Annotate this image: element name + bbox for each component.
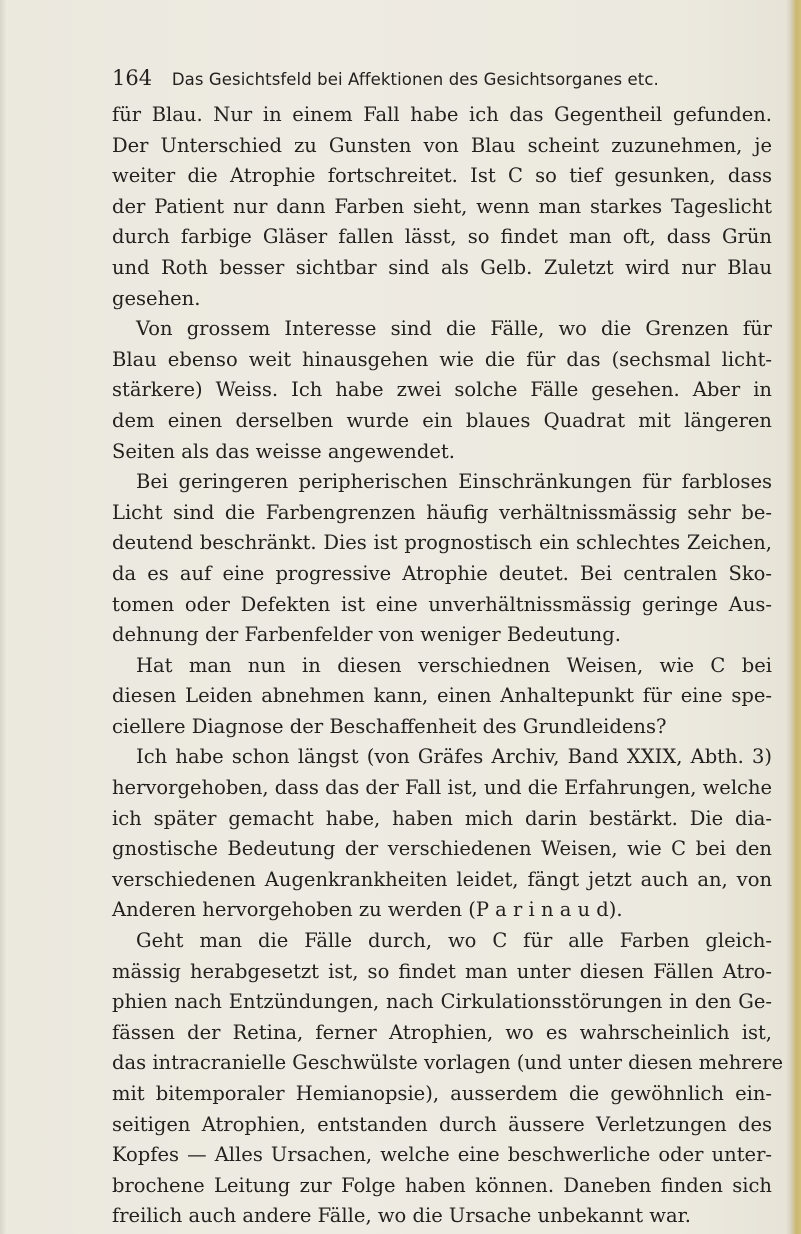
text-line: brochene Leitung zur Folge haben können. Daneben finden sich bbox=[112, 1173, 772, 1197]
text-line: ciellere Diagnose der Beschaffenheit des Grundleidens? bbox=[112, 714, 667, 738]
text-line: stärkere) Weiss. Ich habe zwei solche Fälle gesehen. Aber in bbox=[112, 378, 772, 402]
text-line: Blau ebenso weit hinausgehen wie die für das (sechsmal licht- bbox=[112, 347, 772, 371]
text-line: ich später gemacht habe, haben mich darin bestärkt. Die dia- bbox=[112, 806, 772, 830]
text-line: seitigen Atrophien, entstanden durch äussere Verletzungen des bbox=[112, 1112, 772, 1136]
text-line: und Roth besser sichtbar sind als Gelb. Zuletzt wird nur Blau bbox=[112, 255, 772, 279]
page-edge bbox=[785, 0, 801, 1234]
text-line: dehnung der Farbenfelder von weniger Bedeutung. bbox=[112, 623, 621, 647]
text-line: Hat man nun in diesen verschiednen Weisen, wie C bei bbox=[136, 653, 772, 677]
text-line: gnostische Bedeutung der verschiedenen Weisen, wie C bei den bbox=[112, 837, 772, 861]
text-line: Kopfes — Alles Ursachen, welche eine beschwerliche oder unter- bbox=[112, 1143, 772, 1167]
text-line: phien nach Entzündungen, nach Cirkulationsstörungen in den Ge- bbox=[112, 990, 772, 1014]
running-header bbox=[112, 64, 712, 92]
text-line: deutend beschränkt. Dies ist prognostisch ein schlechtes Zeichen, bbox=[112, 531, 772, 555]
text-line: Der Unterschied zu Gunsten von Blau scheint zuzunehmen, je bbox=[112, 133, 772, 157]
text-line: mässig herabgesetzt ist, so findet man unter diesen Fällen Atro- bbox=[112, 959, 772, 983]
running-title: Das Gesichtsfeld bei Affektionen des Gesichtsorganes etc. bbox=[171, 70, 659, 89]
text-line: tomen oder Defekten ist eine unverhältnissmässig geringe Aus- bbox=[112, 592, 772, 616]
page-number: 164 bbox=[112, 66, 153, 90]
text-line: fässen der Retina, ferner Atrophien, wo es wahrscheinlich ist, bbox=[112, 1020, 772, 1044]
text-line: Ich habe schon längst (von Gräfes Archiv, Band XXIX, Abth. 3) bbox=[136, 745, 772, 769]
text-line: mit bitemporaler Hemianopsie), ausserdem die gewöhnlich ein- bbox=[112, 1082, 772, 1105]
text-line: Bei geringeren peripherischen Einschränkungen für farbloses bbox=[136, 470, 772, 494]
text-line: durch farbige Gläser fallen lässt, so findet man oft, dass Grün bbox=[112, 225, 772, 249]
text-line: dem einen derselben wurde ein blaues Quadrat mit längeren bbox=[112, 408, 772, 432]
text-line: das intracranielle Geschwülste vorlagen (und unter diesen mehrere bbox=[112, 1051, 783, 1075]
text-line: der Patient nur dann Farben sieht, wenn man starkes Tageslicht bbox=[112, 194, 772, 218]
page-gutter-shadow bbox=[0, 0, 6, 1234]
text-line: hervorgehoben, dass das der Fall ist, und die Erfahrungen, welche bbox=[112, 776, 773, 800]
text-line: gesehen. bbox=[112, 286, 201, 310]
text-line: Anderen hervorgehoben zu werden (P a r i n a u d). bbox=[112, 898, 623, 922]
text-line: diesen Leiden abnehmen kann, einen Anhaltepunkt für eine spe- bbox=[112, 684, 772, 708]
text-line: Von grossem Interesse sind die Fälle, wo die Grenzen für bbox=[136, 317, 772, 341]
text-line: weiter die Atrophie fortschreitet. Ist C so tief gesunken, dass bbox=[112, 164, 772, 188]
text-line: Seiten als das weisse angewendet. bbox=[112, 439, 455, 463]
text-line: freilich auch andere Fälle, wo die Ursache unbekannt war. bbox=[112, 1204, 691, 1228]
text-line: Geht man die Fälle durch, wo C für alle Farben gleich- bbox=[136, 929, 772, 953]
body-text bbox=[112, 100, 783, 1232]
text-line: verschiedenen Augenkrankheiten leidet, fängt jetzt auch an, von bbox=[112, 867, 772, 891]
text-line: für Blau. Nur in einem Fall habe ich das Gegentheil gefunden. bbox=[112, 103, 772, 126]
text-line: Licht sind die Farbengrenzen häufig verhältnissmässig sehr be- bbox=[112, 500, 772, 524]
text-line: da es auf eine progressive Atrophie deutet. Bei centralen Sko- bbox=[112, 561, 772, 585]
